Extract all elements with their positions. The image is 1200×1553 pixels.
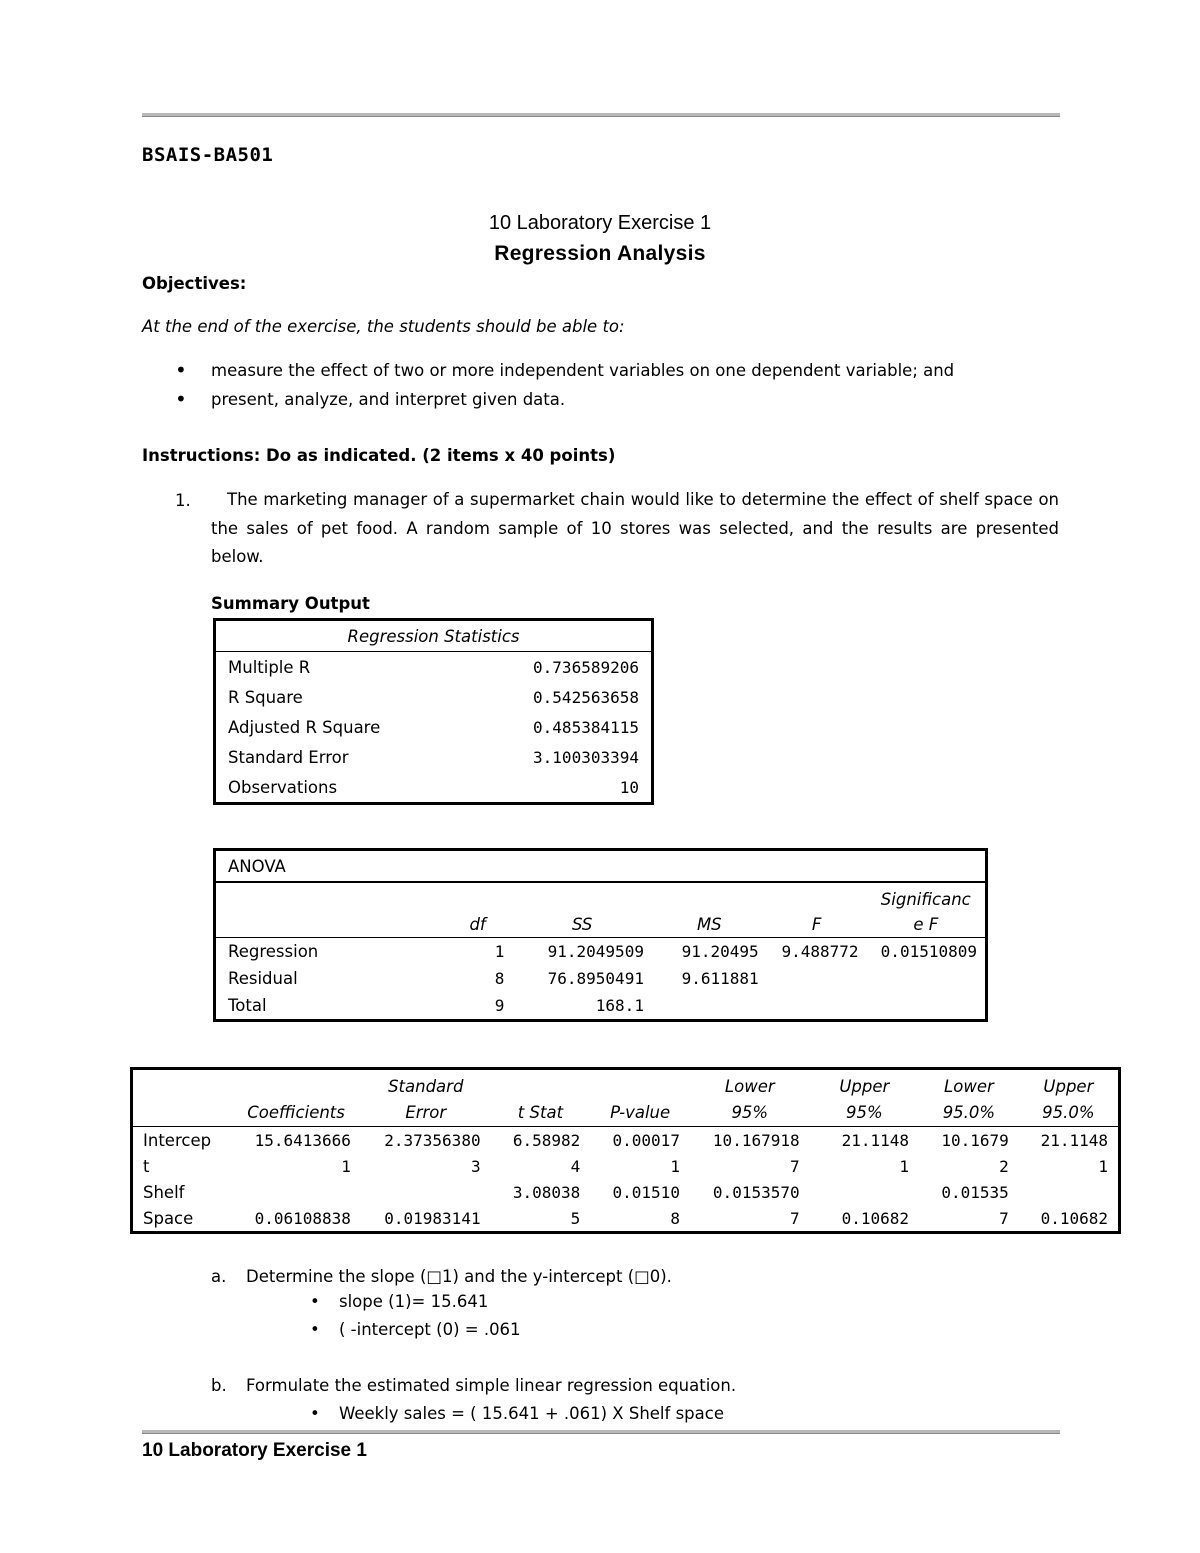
anova-table [213, 848, 988, 1022]
table-cell: 5 [570, 1208, 581, 1228]
table-cell: 2.37356380 [384, 1130, 481, 1150]
table-row [215, 965, 987, 992]
problem-number: 1. [175, 491, 191, 510]
course-code: BSAIS-BA501 [142, 144, 274, 166]
table-cell: 8 [670, 1208, 680, 1228]
row-label: Residual [228, 969, 298, 988]
table-cell: 3.08038 [512, 1182, 581, 1202]
part-b-answer: Weekly sales = ( 15.641 + .061) X Shelf space [339, 1404, 724, 1423]
part-a-answer: slope (1)= 15.641 [339, 1292, 489, 1311]
regression-statistics-table [213, 618, 654, 805]
table-row [132, 1205, 1120, 1233]
table-cell: 0.01510 [612, 1182, 680, 1202]
table-row [215, 772, 653, 804]
row-label: t [143, 1156, 150, 1176]
stat-label: R Square [228, 687, 303, 707]
table-row [215, 992, 987, 1021]
stat-label: Multiple R [228, 657, 311, 677]
table-cell [867, 992, 987, 1021]
table-cell: 0.0153570 [712, 1182, 800, 1202]
stat-label: Adjusted R Square [228, 717, 381, 737]
objective-item: • measure the effect of two or more independent variables on one dependent variable; and [211, 361, 954, 380]
row-label: Total [228, 996, 267, 1015]
part-a-question: Determine the slope (□1) and the y-intercept (□0). [246, 1267, 672, 1286]
table-cell: 6.58982 [512, 1130, 581, 1150]
table-cell: 0.01535 [941, 1182, 1009, 1202]
table-row [215, 742, 653, 772]
table-cell: 2 [999, 1156, 1009, 1176]
column-header: SS [512, 882, 652, 938]
table-cell: 7 [789, 1156, 800, 1176]
table-cell: 21.1148 [841, 1130, 910, 1150]
column-header: t Stat [491, 1069, 591, 1127]
table-cell: 91.20495 [681, 942, 759, 961]
column-header [132, 1069, 232, 1127]
table-cell [361, 1179, 491, 1205]
problem-text: The marketing manager of a supermarket chain would like to determine the effect of shelf space on the sales of pet food. A random sample of 10 stores was selected, and the results are presented below. [211, 490, 1059, 566]
column-header: P-value [590, 1069, 690, 1127]
table-cell [231, 1179, 361, 1205]
document-subtitle: Regression Analysis [494, 242, 706, 265]
table-cell: 1 [341, 1156, 351, 1176]
table-row [132, 1179, 1120, 1205]
table-cell: 9.488772 [781, 942, 859, 961]
objective-item: • present, analyze, and interpret given data. [211, 390, 565, 409]
table-cell: 91.2049509 [547, 942, 644, 961]
column-header: F [767, 882, 867, 938]
stat-value: 0.736589206 [533, 657, 639, 677]
objectives-intro: At the end of the exercise, the students should be able to: [142, 317, 625, 336]
table-cell: 1 [494, 942, 505, 961]
table-cell [867, 965, 987, 992]
table-cell: 4 [570, 1156, 581, 1176]
regression-statistics-header: Regression Statistics [215, 620, 653, 652]
coefficients-header-row [132, 1069, 1120, 1127]
table-cell: 3 [470, 1156, 481, 1176]
column-header: Coefficients [231, 1069, 361, 1127]
table-row [215, 682, 653, 712]
table-cell: 1 [1098, 1156, 1108, 1176]
row-label: Intercep [143, 1130, 212, 1150]
document-title: 10 Laboratory Exercise 1 [488, 212, 712, 234]
table-cell: 7 [789, 1208, 800, 1228]
table-row [215, 712, 653, 742]
table-cell: 7 [999, 1208, 1009, 1228]
table-cell [767, 992, 867, 1021]
stat-label: Standard Error [228, 747, 349, 767]
table-cell: 21.1148 [1040, 1130, 1108, 1150]
table-cell: 76.8950491 [547, 969, 644, 988]
table-cell: 9.611881 [681, 969, 759, 988]
table-cell: 8 [494, 969, 505, 988]
table-cell [652, 992, 767, 1021]
table-row [215, 938, 987, 966]
table-cell: 1 [670, 1156, 680, 1176]
column-header: Upper 95.0% [1019, 1069, 1120, 1127]
row-label: Space [143, 1208, 194, 1228]
column-header: Standard Error [361, 1069, 491, 1127]
row-label: Shelf [143, 1182, 185, 1202]
part-a-answer: ( -intercept (0) = .061 [339, 1320, 521, 1339]
anova-title: ANOVA [215, 850, 987, 883]
part-b-question: Formulate the estimated simple linear regression equation. [246, 1376, 737, 1395]
objectives-heading: Objectives: [142, 274, 247, 293]
table-row [132, 1153, 1120, 1179]
stat-value: 0.542563658 [533, 687, 639, 707]
table-cell: 0.06108838 [254, 1208, 351, 1228]
table-row [215, 652, 653, 683]
header-rule [142, 113, 1060, 117]
stat-value: 10 [619, 777, 639, 797]
table-cell: 9 [494, 996, 505, 1015]
stat-label: Observations [228, 777, 338, 797]
column-header: Lower 95% [690, 1069, 810, 1127]
table-cell: 0.10682 [1040, 1208, 1108, 1228]
table-cell [1019, 1179, 1120, 1205]
footer-title: 10 Laboratory Exercise 1 [142, 1440, 367, 1461]
summary-output-heading: Summary Output [211, 594, 370, 613]
part-b-letter: b. [211, 1376, 227, 1395]
bullet-icon: • [310, 1292, 320, 1311]
column-header: Significanc e F [867, 882, 987, 938]
bullet-icon: • [310, 1320, 320, 1339]
footer-rule [142, 1430, 1060, 1434]
table-cell: 0.01510809 [880, 942, 977, 961]
column-header [215, 882, 443, 938]
table-row [132, 1127, 1120, 1154]
anova-header-row [215, 882, 987, 938]
table-cell: 15.6413666 [254, 1130, 351, 1150]
column-header: df [443, 882, 512, 938]
table-cell: 0.00017 [612, 1130, 680, 1150]
column-header: MS [652, 882, 767, 938]
stat-value: 3.100303394 [533, 747, 639, 767]
table-cell: 1 [899, 1156, 910, 1176]
bullet-icon: • [310, 1404, 320, 1423]
table-cell: 168.1 [595, 996, 644, 1015]
column-header: Upper 95% [810, 1069, 919, 1127]
table-cell [810, 1179, 919, 1205]
coefficients-table [130, 1067, 1121, 1234]
row-label: Regression [228, 942, 319, 961]
table-cell [767, 965, 867, 992]
table-cell: 10.1679 [941, 1130, 1009, 1150]
instructions: Instructions: Do as indicated. (2 items x 40 points) [142, 446, 616, 465]
table-cell: 0.01983141 [384, 1208, 481, 1228]
table-cell: 0.10682 [841, 1208, 910, 1228]
stat-value: 0.485384115 [533, 717, 639, 737]
part-a-letter: a. [211, 1267, 227, 1286]
column-header: Lower 95.0% [919, 1069, 1019, 1127]
table-cell: 10.167918 [712, 1130, 800, 1150]
